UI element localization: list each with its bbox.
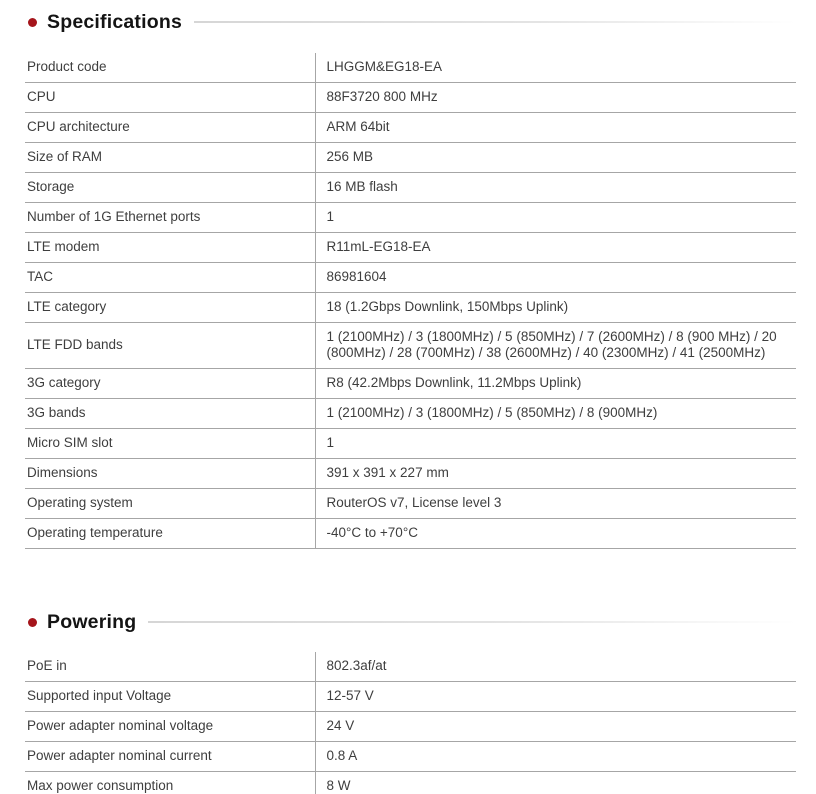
- spec-value: R11mL-EG18-EA: [315, 233, 796, 263]
- table-row: [25, 742, 796, 772]
- spec-label: LTE category: [25, 293, 315, 323]
- spec-value: -40°C to +70°C: [315, 519, 796, 549]
- table-row: [25, 429, 796, 459]
- spec-value: 16 MB flash: [315, 173, 796, 203]
- spec-label: CPU architecture: [25, 113, 315, 143]
- red-bullet-icon: [28, 18, 37, 27]
- spec-label: Number of 1G Ethernet ports: [25, 203, 315, 233]
- spec-value: 0.8 A: [315, 742, 796, 772]
- spec-value: 8 W: [315, 772, 796, 794]
- table-row: [25, 652, 796, 682]
- powering-table: [25, 652, 796, 794]
- spec-value: 12-57 V: [315, 682, 796, 712]
- table-row: [25, 489, 796, 519]
- spec-label: LTE FDD bands: [25, 323, 315, 369]
- spec-value: 802.3af/at: [315, 652, 796, 682]
- table-row: [25, 682, 796, 712]
- spec-value: 18 (1.2Gbps Downlink, 150Mbps Uplink): [315, 293, 796, 323]
- section-title: Powering: [47, 610, 137, 633]
- table-row: [25, 712, 796, 742]
- spec-label: Storage: [25, 173, 315, 203]
- specifications-table: [25, 53, 796, 549]
- spec-label: Size of RAM: [25, 143, 315, 173]
- section-header-powering: [25, 611, 796, 633]
- table-row: [25, 519, 796, 549]
- table-row: [25, 399, 796, 429]
- section-title: Specifications: [47, 10, 183, 33]
- spec-value: LHGGM&EG18-EA: [315, 53, 796, 83]
- table-row: [25, 369, 796, 399]
- spec-label: Operating system: [25, 489, 315, 519]
- spec-label: CPU: [25, 83, 315, 113]
- spec-value: RouterOS v7, License level 3: [315, 489, 796, 519]
- table-row: [25, 772, 796, 794]
- table-row: [25, 459, 796, 489]
- spec-label: Power adapter nominal current: [25, 742, 315, 772]
- header-divider-line: [194, 21, 796, 23]
- header-divider-line: [148, 621, 796, 623]
- spec-value: 1 (2100MHz) / 3 (1800MHz) / 5 (850MHz) / 7 (2600MHz) / 8 (900 MHz) / 20 (800MHz) / 28 (700MHz) / 38 (2600MHz) / 40 (2300MHz) / 41 (2500MHz): [315, 323, 796, 369]
- table-row: [25, 173, 796, 203]
- spec-label: Micro SIM slot: [25, 429, 315, 459]
- table-row: [25, 263, 796, 293]
- section-header-specifications: [25, 11, 796, 33]
- table-row: [25, 143, 796, 173]
- red-bullet-icon: [28, 618, 37, 627]
- table-row: [25, 83, 796, 113]
- spec-label: 3G category: [25, 369, 315, 399]
- table-row: [25, 323, 796, 369]
- spec-value: R8 (42.2Mbps Downlink, 11.2Mbps Uplink): [315, 369, 796, 399]
- spec-value: 24 V: [315, 712, 796, 742]
- spec-value: 1 (2100MHz) / 3 (1800MHz) / 5 (850MHz) / 8 (900MHz): [315, 399, 796, 429]
- spec-label: Dimensions: [25, 459, 315, 489]
- table-row: [25, 53, 796, 83]
- spec-label: Power adapter nominal voltage: [25, 712, 315, 742]
- table-row: [25, 203, 796, 233]
- spec-value: 256 MB: [315, 143, 796, 173]
- spec-label: TAC: [25, 263, 315, 293]
- spec-label: 3G bands: [25, 399, 315, 429]
- spec-value: 391 x 391 x 227 mm: [315, 459, 796, 489]
- spec-label: Max power consumption: [25, 772, 315, 794]
- spec-label: Operating temperature: [25, 519, 315, 549]
- spec-value: 86981604: [315, 263, 796, 293]
- spec-label: Supported input Voltage: [25, 682, 315, 712]
- spec-value: 88F3720 800 MHz: [315, 83, 796, 113]
- table-row: [25, 293, 796, 323]
- spec-value: 1: [315, 429, 796, 459]
- table-row: [25, 113, 796, 143]
- spec-label: PoE in: [25, 652, 315, 682]
- spec-label: Product code: [25, 53, 315, 83]
- table-row: [25, 233, 796, 263]
- spec-label: LTE modem: [25, 233, 315, 263]
- spec-value: ARM 64bit: [315, 113, 796, 143]
- spec-value: 1: [315, 203, 796, 233]
